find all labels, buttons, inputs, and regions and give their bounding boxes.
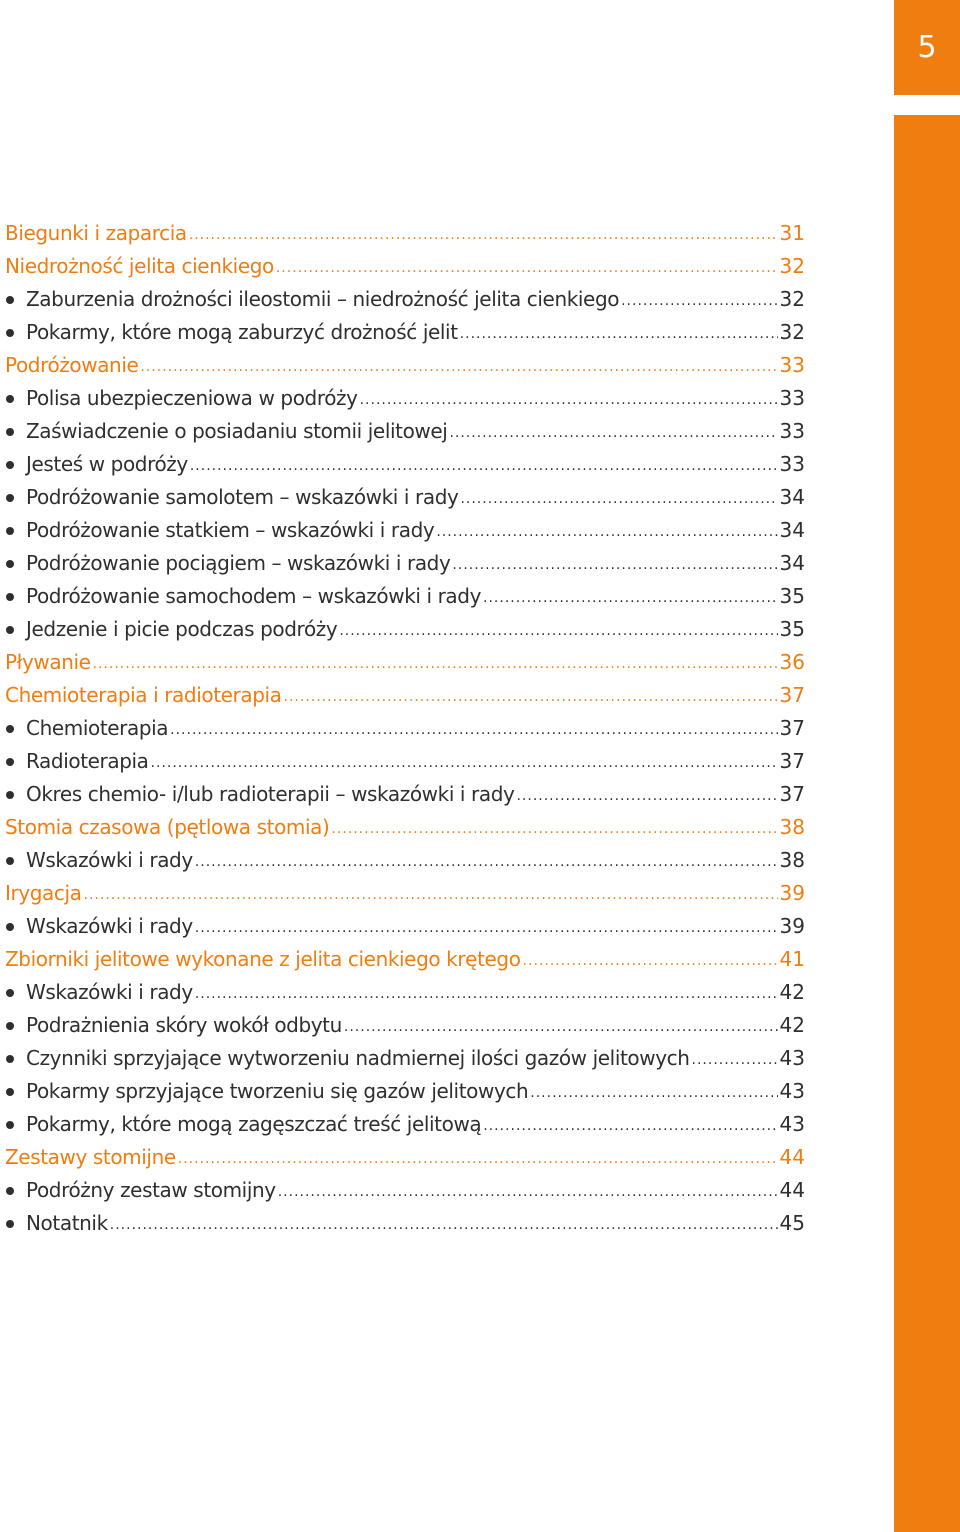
bullet-icon [6,989,14,997]
toc-entry-page-number: 37 [779,749,805,773]
bullet-icon [6,560,14,568]
toc-item-entry[interactable] [5,514,805,547]
dot-leader [621,285,778,316]
toc-entry-page-number: 43 [779,1112,805,1136]
toc-item-entry[interactable] [5,316,805,349]
dot-leader [460,318,778,349]
toc-item-entry[interactable] [5,415,805,448]
toc-entry-title: Podrażnienia skóry wokół odbytu [26,1013,342,1037]
bullet-icon [6,461,14,469]
toc-entry-title: Podróżowanie statkiem – wskazówki i rady [26,518,435,542]
toc-entry-page-number: 33 [779,419,805,443]
dot-leader [483,1110,778,1141]
toc-entry-title: Zestawy stomijne [5,1145,176,1169]
dot-leader [483,582,778,613]
toc-entry-page-number: 38 [779,815,805,839]
side-accent-bar [894,115,960,1532]
toc-entry-title: Wskazówki i rady [26,848,193,872]
toc-item-entry[interactable] [5,481,805,514]
toc-entry-page-number: 39 [779,914,805,938]
toc-entry-title: Jedzenie i picie podczas podróży [26,617,338,641]
bullet-icon [6,494,14,502]
toc-entry-title: Pokarmy, które mogą zagęszczać treść jelitową [26,1112,482,1136]
dot-leader [449,417,778,448]
toc-entry-page-number: 35 [779,584,805,608]
toc-entry-title: Polisa ubezpieczeniowa w podróży [26,386,358,410]
toc-entry-page-number: 37 [779,683,805,707]
bullet-icon [6,1121,14,1129]
page-number-tab [894,0,960,95]
dot-leader [178,1143,778,1174]
toc-entry-page-number: 37 [779,716,805,740]
bullet-icon [6,857,14,865]
dot-leader [344,1011,778,1042]
toc-section-entry[interactable] [5,943,805,976]
toc-entry-title: Okres chemio- i/lub radioterapii – wskazówki i rady [26,782,515,806]
bullet-icon [6,725,14,733]
toc-entry-title: Zbiorniki jelitowe wykonane z jelita cienkiego krętego [5,947,521,971]
toc-item-entry[interactable] [5,613,805,646]
bullet-icon [6,527,14,535]
toc-entry-title: Podróżny zestaw stomijny [26,1178,276,1202]
toc-entry-page-number: 38 [779,848,805,872]
toc-entry-title: Czynniki sprzyjające wytworzeniu nadmiernej ilości gazów jelitowych [26,1046,690,1070]
bullet-icon [6,923,14,931]
toc-entry-page-number: 33 [779,353,805,377]
toc-entry-title: Podróżowanie pociągiem – wskazówki i rady [26,551,451,575]
dot-leader [140,351,778,382]
toc-section-entry[interactable] [5,811,805,844]
toc-entry-title: Zaburzenia drożności ileostomii – niedrożność jelita cienkiego [26,287,620,311]
toc-entry-title: Jesteś w podróży [26,452,188,476]
toc-item-entry[interactable] [5,1174,805,1207]
dot-leader [276,252,778,283]
toc-entry-title: Chemioterapia [26,716,169,740]
toc-entry-title: Zaświadczenie o posiadaniu stomii jelitowej [26,419,448,443]
toc-entry-title: Podróżowanie samolotem – wskazówki i rady [26,485,459,509]
toc-item-entry[interactable] [5,712,805,745]
dot-leader [516,780,778,811]
dot-leader [195,912,778,943]
toc-entry-page-number: 44 [779,1145,805,1169]
toc-entry-page-number: 36 [779,650,805,674]
toc-entry-page-number: 35 [779,617,805,641]
dot-leader [278,1176,778,1207]
toc-entry-title: Pokarmy, które mogą zaburzyć drożność jelit [26,320,458,344]
toc-item-entry[interactable] [5,910,805,943]
toc-entry-title: Wskazówki i rady [26,980,193,1004]
toc-item-entry[interactable] [5,844,805,877]
table-of-contents [5,217,805,1240]
toc-section-entry[interactable] [5,349,805,382]
dot-leader [170,714,778,745]
toc-entry-page-number: 32 [779,254,805,278]
dot-leader [460,483,778,514]
dot-leader [360,384,778,415]
toc-item-entry[interactable] [5,778,805,811]
dot-leader [284,681,778,712]
toc-item-entry[interactable] [5,1042,805,1075]
toc-entry-page-number: 44 [779,1178,805,1202]
dot-leader [189,219,778,250]
bullet-icon [6,395,14,403]
toc-entry-title: Pokarmy sprzyjające tworzeniu się gazów jelitowych [26,1079,529,1103]
toc-entry-page-number: 34 [779,485,805,509]
toc-entry-title: Chemioterapia i radioterapia [5,683,282,707]
dot-leader [151,747,778,778]
toc-entry-page-number: 32 [779,287,805,311]
bullet-icon [6,626,14,634]
toc-item-entry[interactable] [5,580,805,613]
bullet-icon [6,1220,14,1228]
dot-leader [110,1209,778,1240]
dot-leader [93,648,778,679]
dot-leader [331,813,778,844]
toc-entry-title: Stomia czasowa (pętlowa stomia) [5,815,330,839]
toc-item-entry[interactable] [5,745,805,778]
toc-section-entry[interactable] [5,250,805,283]
bullet-icon [6,1022,14,1030]
toc-section-entry[interactable] [5,1141,805,1174]
dot-leader [436,516,778,547]
toc-entry-title: Radioterapia [26,749,149,773]
toc-item-entry[interactable] [5,1108,805,1141]
toc-entry-title: Pływanie [5,650,91,674]
toc-item-entry[interactable] [5,1207,805,1240]
toc-entry-page-number: 33 [779,386,805,410]
toc-item-entry[interactable] [5,1075,805,1108]
toc-entry-page-number: 37 [779,782,805,806]
dot-leader [523,945,778,976]
dot-leader [452,549,778,580]
toc-entry-title: Podróżowanie samochodem – wskazówki i rady [26,584,482,608]
bullet-icon [6,1187,14,1195]
toc-section-entry[interactable] [5,217,805,250]
toc-entry-title: Biegunki i zaparcia [5,221,187,245]
page-number: 5 [917,30,937,65]
dot-leader [195,978,778,1009]
dot-leader [190,450,778,481]
bullet-icon [6,1055,14,1063]
toc-entry-title: Notatnik [26,1211,108,1235]
toc-entry-page-number: 45 [779,1211,805,1235]
bullet-icon [6,791,14,799]
toc-entry-page-number: 32 [779,320,805,344]
toc-entry-title: Niedrożność jelita cienkiego [5,254,274,278]
toc-entry-page-number: 42 [779,980,805,1004]
dot-leader [339,615,778,646]
bullet-icon [6,758,14,766]
toc-entry-title: Wskazówki i rady [26,914,193,938]
toc-item-entry[interactable] [5,283,805,316]
bullet-icon [6,1088,14,1096]
toc-item-entry[interactable] [5,547,805,580]
toc-entry-page-number: 34 [779,551,805,575]
toc-entry-title: Irygacja [5,881,82,905]
bullet-icon [6,329,14,337]
dot-leader [195,846,778,877]
toc-section-entry[interactable] [5,679,805,712]
bullet-icon [6,428,14,436]
bullet-icon [6,593,14,601]
toc-entry-title: Podróżowanie [5,353,139,377]
toc-entry-page-number: 41 [779,947,805,971]
dot-leader [692,1044,778,1075]
toc-entry-page-number: 43 [779,1079,805,1103]
toc-entry-page-number: 33 [779,452,805,476]
dot-leader [530,1077,778,1108]
toc-entry-page-number: 31 [779,221,805,245]
toc-section-entry[interactable] [5,877,805,910]
toc-item-entry[interactable] [5,382,805,415]
toc-entry-page-number: 42 [779,1013,805,1037]
bullet-icon [6,296,14,304]
toc-item-entry[interactable] [5,448,805,481]
toc-section-entry[interactable] [5,646,805,679]
toc-entry-page-number: 43 [779,1046,805,1070]
dot-leader [84,879,778,910]
toc-entry-page-number: 34 [779,518,805,542]
toc-item-entry[interactable] [5,1009,805,1042]
toc-entry-page-number: 39 [779,881,805,905]
toc-item-entry[interactable] [5,976,805,1009]
